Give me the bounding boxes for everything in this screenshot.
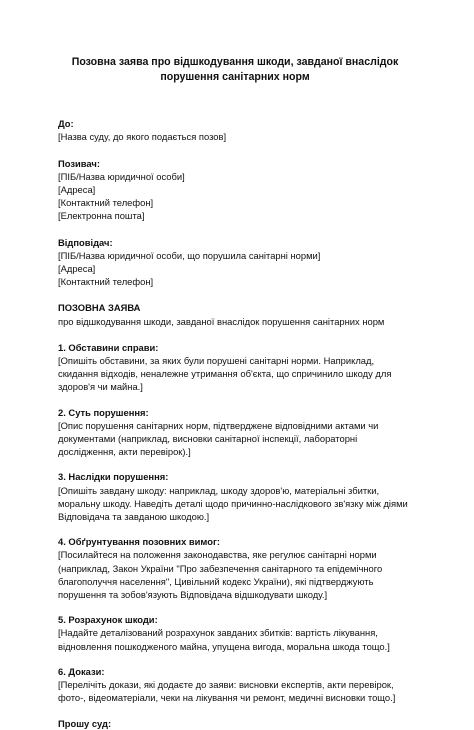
plaintiff-block	[58, 157, 412, 223]
section-legal-grounds	[58, 535, 412, 601]
section-damage-calculation	[58, 613, 412, 653]
section-title: 1. Обставини справи:	[58, 341, 159, 353]
section-body: [Опис порушення санітарних норм, підтверджене відповідними актами чи документами (наприклад, висновки санітарної інспекції, лабораторні дослідження, акти перевірок).]	[58, 419, 379, 458]
defendant-name: [ПІБ/Назва юридичної особи, що порушила санітарні норми]	[58, 249, 321, 261]
section-title: 5. Розрахунок шкоди:	[58, 614, 158, 626]
section-title: 2. Суть порушення:	[58, 406, 149, 418]
section-body: [Перелічіть докази, які додаєте до заяви: висновки експертів, акти перевірок, фото-, відеоматеріали, чеки на лікування чи ремонт, медичні висновки тощо.]	[58, 679, 396, 704]
defendant-label: Відповідач:	[58, 236, 113, 248]
section-title: 3. Наслідки порушення:	[58, 471, 169, 483]
document-title: Позовна заява про відшкодування шкоди, завданої внаслідок порушення санітарних норм	[71, 56, 399, 83]
section-evidence	[58, 665, 412, 705]
defendant-address: [Адреса]	[58, 263, 96, 275]
defendant-block	[58, 236, 412, 289]
section-circumstances	[58, 341, 412, 394]
section-body: [Надайте деталізований розрахунок завданих збитків: вартість лікування, відновлення пошкодженого майна, упущена вигода, моральна шкода тощо.]	[58, 627, 390, 652]
plaintiff-label: Позивач:	[58, 157, 100, 169]
section-title: 4. Обґрунтування позовних вимог:	[58, 536, 220, 548]
section-body: [Посилайтеся на положення законодавства, яке регулює санітарні норми (наприклад, Закон України "Про забезпечення санітарного та епідемічного благополуччя населення", Цивільний кодекс України), які підтверджують порушення та зобов'язують Відповідача відшкодувати шкоду.]	[58, 549, 383, 601]
section-consequences	[58, 470, 412, 523]
section-body: [Опишіть обставини, за яких були порушені санітарні норми. Наприклад, скидання відходів, неналежне утримання об'єкта, що спричинило шкоду для здоров'я чи майна.]	[58, 355, 392, 393]
closing-request: Прошу суд:	[58, 717, 112, 729]
section-body: [Опишіть завдану шкоду: наприклад, шкоду здоров'ю, матеріальні збитки, моральну шкоду. Наведіть деталі щодо причинно-наслідкового зв'язку між діями Відповідача та завданою шкодою.]	[58, 484, 408, 523]
defendant-phone: [Контактний телефон]	[58, 276, 154, 288]
recipient-block	[58, 117, 412, 143]
plaintiff-address: [Адреса]	[58, 184, 96, 195]
claim-heading-block	[58, 301, 412, 327]
claim-subheading: про відшкодування шкоди, завданої внаслідок порушення санітарних норм	[58, 315, 385, 327]
plaintiff-phone: [Контактний телефон]	[58, 197, 154, 209]
plaintiff-name: [ПІБ/Назва юридичної особи]	[58, 170, 185, 182]
section-title: 6. Докази:	[58, 665, 105, 677]
recipient-court: [Назва суду, до якого подається позов]	[58, 131, 227, 143]
claim-heading: ПОЗОВНА ЗАЯВА	[58, 302, 141, 314]
plaintiff-email: [Електронна пошта]	[58, 210, 145, 222]
section-violation	[58, 406, 412, 459]
recipient-label: До:	[58, 118, 74, 130]
